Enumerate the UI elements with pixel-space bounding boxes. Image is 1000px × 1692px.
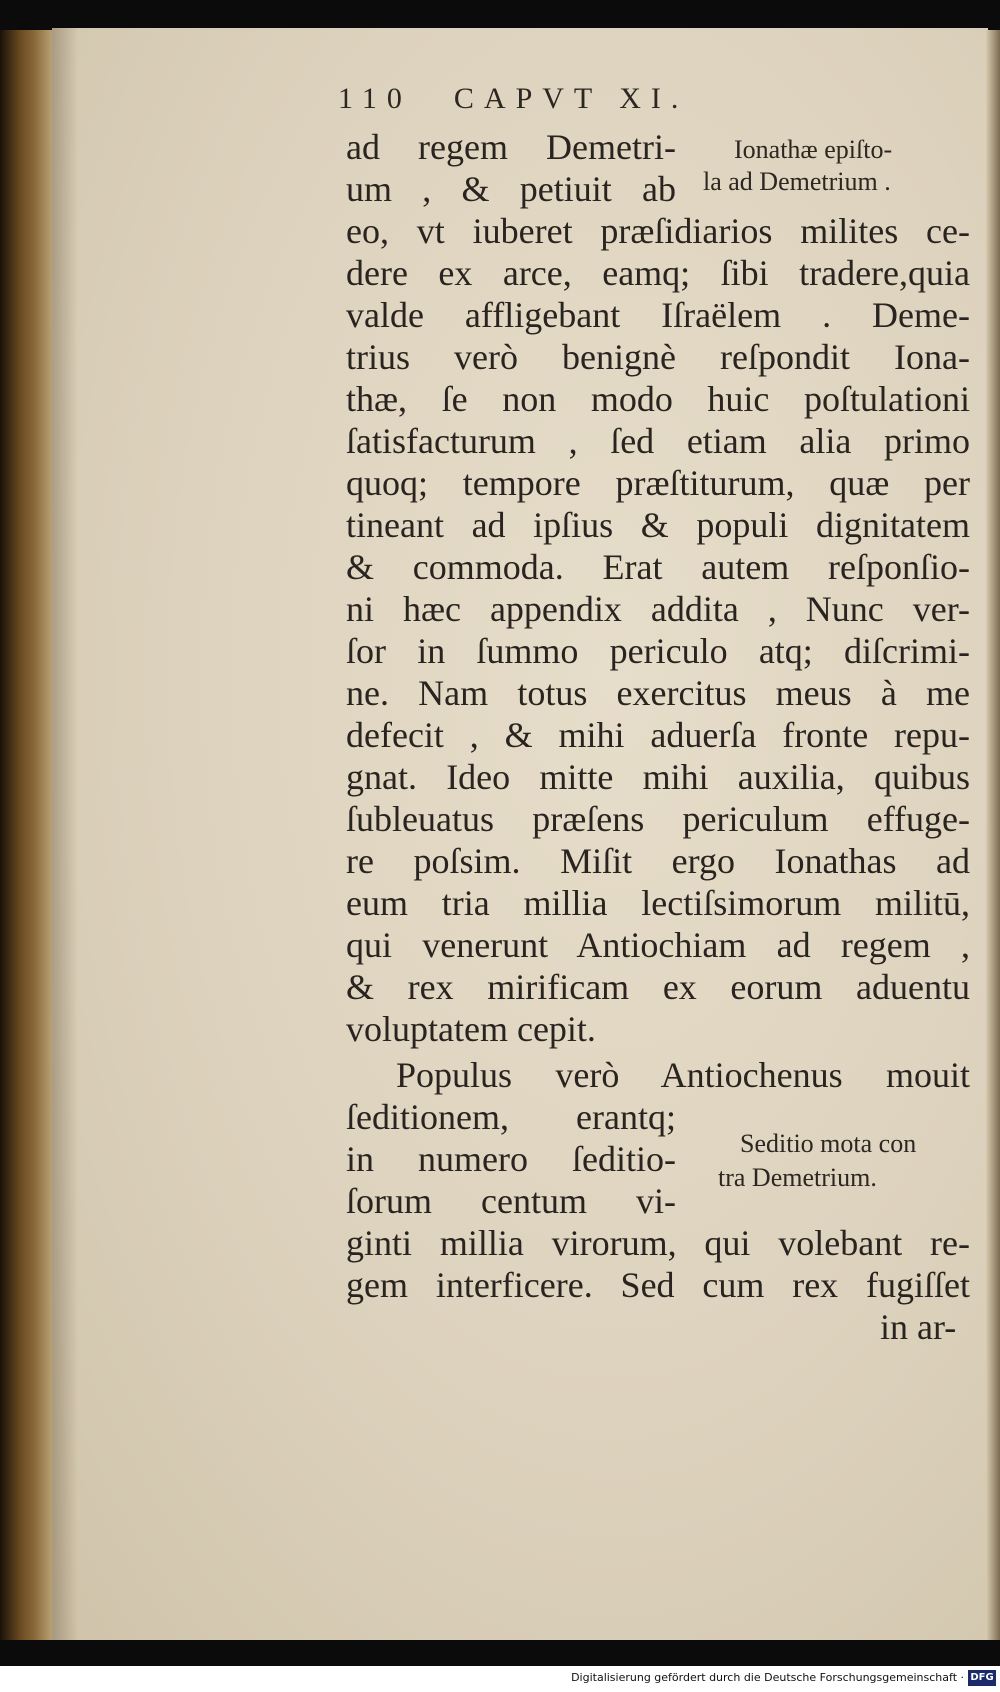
text-line: ſeditionem, erantq; xyxy=(346,1097,676,1137)
text-line: ne. Nam totus exercitus meus à me xyxy=(346,673,970,713)
page-gutter-shadow xyxy=(52,28,78,1640)
digitization-footer xyxy=(0,1666,1000,1692)
dfg-logo-icon: DFG xyxy=(968,1670,996,1686)
text-line: & rex mirificam ex eorum aduentu xyxy=(346,967,970,1007)
text-line: gnat. Ideo mitte mihi auxilia, quibus xyxy=(346,757,970,797)
margin-note-line: Ionathæ epiſto- xyxy=(734,135,893,164)
book-edge-left xyxy=(0,30,58,1640)
text-line: eum tria millia lectiſsimorum militū, xyxy=(346,883,970,923)
text-line: ni hæc appendix addita , Nunc ver- xyxy=(346,589,970,629)
text-line: gem interficere. Sed cum rex fugiſſet xyxy=(346,1265,970,1305)
text-line: qui venerunt Antiochiam ad regem , xyxy=(346,925,970,965)
text-line: valde affligebant Iſraëlem . Deme- xyxy=(346,295,970,335)
page-number: 110 xyxy=(338,82,412,115)
text-line: ad regem Demetri- xyxy=(346,127,676,167)
text-line: um , & petiuit ab xyxy=(346,169,676,209)
text-line: ſorum centum vi- xyxy=(346,1181,676,1221)
catchword: in ar- xyxy=(880,1307,957,1347)
text-line: ſatisfacturum , ſed etiam alia primo xyxy=(346,421,970,461)
text-line: re poſsim. Miſit ergo Ionathas ad xyxy=(346,841,970,881)
margin-note-line: Seditio mota con xyxy=(740,1129,917,1158)
text-line: voluptatem cepit. xyxy=(346,1009,596,1049)
text-line: Populus verò Antiochenus mouit xyxy=(396,1055,970,1095)
text-line: ginti millia virorum, qui volebant re- xyxy=(346,1223,970,1263)
funding-credit: Digitalisierung gefördert durch die Deutsche Forschungsgemeinschaft · xyxy=(571,1671,964,1684)
book-edge-right xyxy=(986,30,1000,1640)
text-line: in numero ſeditio- xyxy=(346,1139,676,1179)
text-line: defecit , & mihi aduerſa fronte repu- xyxy=(346,715,970,755)
text-line: ſubleuatus præſens periculum effuge- xyxy=(346,799,970,839)
chapter-title: CAPVT XI. xyxy=(453,82,689,115)
text-line: quoq; tempore præſtiturum, quæ per xyxy=(346,463,970,503)
running-header xyxy=(338,82,688,116)
text-line: eo, vt iuberet præſidiarios milites ce- xyxy=(346,211,970,251)
text-line: thæ, ſe non modo huic poſtulationi xyxy=(346,379,970,419)
text-line: ſor in ſummo periculo atq; diſcrimi- xyxy=(346,631,970,671)
text-line: tineant ad ipſius & populi dignitatem xyxy=(346,505,970,545)
text-line: dere ex arce, eamq; ſibi tradere,quia xyxy=(346,253,970,293)
text-line: trius verò benignè reſpondit Iona- xyxy=(346,337,970,377)
margin-note-line: tra Demetrium. xyxy=(718,1163,877,1192)
margin-note-line: la ad Demetrium . xyxy=(703,167,891,196)
text-line: & commoda. Erat autem reſponſio- xyxy=(346,547,970,587)
